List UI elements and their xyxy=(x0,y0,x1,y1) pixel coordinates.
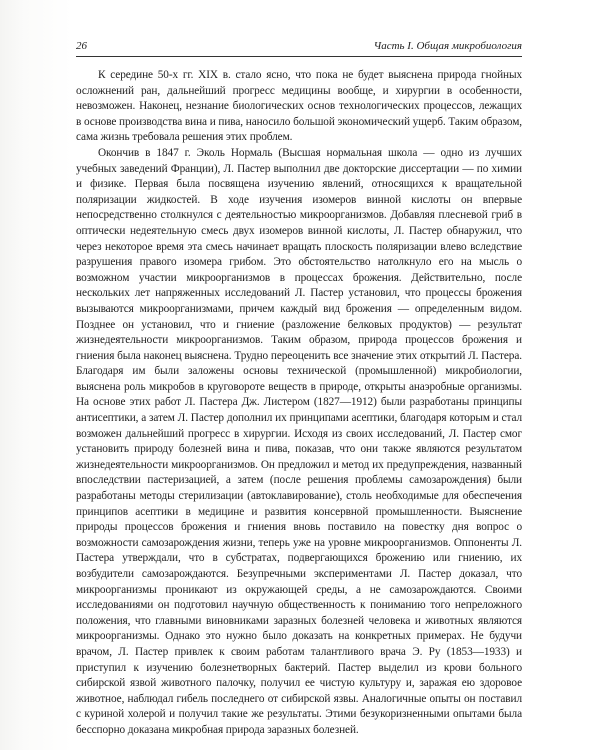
page-header xyxy=(76,40,522,56)
header-rule xyxy=(76,56,522,57)
page-number: 26 xyxy=(76,40,87,52)
paragraph: Окончив в 1847 г. Эколь Нормаль (Высшая нормальная школа — одно из лучших учебных заведений Франции), Л. Пастер выполнил две докторские диссертации — по химии и физике. Первая была посвящена изучению явлений, относящихся к вращательной поляризации жидкостей. В ходе изучения изомеров винной кислоты он впервые непосредственно столкнулся с деятельностью микроорганизмов. Добавляя плесневой гриб в оптически недеятельную смесь двух изомеров винной кислоты, Л. Пастер обнаружил, что через некоторое время эта смесь начинает вращать плоскость поляризации влево вследствие разрушения правого изомера грибом. Это обстоятельство натолкнуло его на мысль о возможном участии микроорганизмов в процессах брожения. Действительно, после нескольких лет напряженных исследований Л. Пастер установил, что процессы брожения вызываются микроорганизмами, причем каждый вид брожения — определенным видом. Позднее он установил, что и гниение (разложение белковых продуктов) — результат жизнедеятельности микроорганизмов. Таким образом, природа процессов брожения и гниения была наконец выяснена. Трудно переоценить все значение этих открытий Л. Пастера. Благодаря им были заложены основы технической (промышленной) микробиологии, выяснена роль микробов в круговороте веществ в природе, открыты анаэробные организмы. На основе этих работ Л. Пастера Дж. Листером (1827—1912) были разработаны принципы антисептики, а затем Л. Пастер дополнил их принципами асептики, благодаря которым и стал возможен дальнейший прогресс в хирургии. Исходя из своих исследований, Л. Пастер смог установить природу болезней вина и пива, показав, что они также являются результатом жизнедеятельности микроорганизмов. Он предложил и метод их предупреждения, названный впоследствии пастеризацией, а затем (после решения проблемы самозарождения) были разработаны методы стерилизации (автоклавирование), столь необходимые для обеспечения принципов асептики в медицине и развития консервной промышленности. Выяснение природы процессов брожения и гниения вновь поставило на повестку дня вопрос о возможности самозарождения жизни, теперь уже на уровне микроорганизмов. Оппоненты Л. Пастера утверждали, что в субстратах, подвергающихся брожению или гниению, их возбудители самозарождаются. Безупречными экспериментами Л. Пастер доказал, что микроорганизмы проникают из окружающей среды, а не самозарождаются. Своими исследованиями он подготовил научную общественность к пониманию того непреложного положения, что главными виновниками заразных болезней человека и животных являются микроорганизмы. Однако это нужно было доказать на конкретных примерах. Не будучи врачом, Л. Пастер привлек к своим работам талантливого врача Э. Ру (1853—1933) и приступил к изучению болезнетворных бактерий. Пастер выделил из крови больного сибирской язвой животного палочку, получил ее чистую культуру и, заражая ею здоровое животное, наблюдал гибель последнего от сибирской язвы. Аналогичные опыты он поставил с куриной холерой и получил такие же результаты. Этими безукоризненными опытами была бесспорно доказана микробная природа заразных болезней. xyxy=(76,146,522,736)
paragraph: К середине 50-х гг. XIX в. стало ясно, что пока не будет выяснена природа гнойных осложнений ран, дальнейший прогресс медицины вообще, и хирургии в особенности, невозможен. Наконец, незнание биологических основ технологических процессов, лежащих в основе производства вина и пива, наносило большой экономический ущерб. Таким образом, сама жизнь требовала решения этих проблем. xyxy=(76,69,522,144)
running-head: Часть I. Общая микробиология xyxy=(373,40,522,52)
body-text xyxy=(76,68,522,739)
